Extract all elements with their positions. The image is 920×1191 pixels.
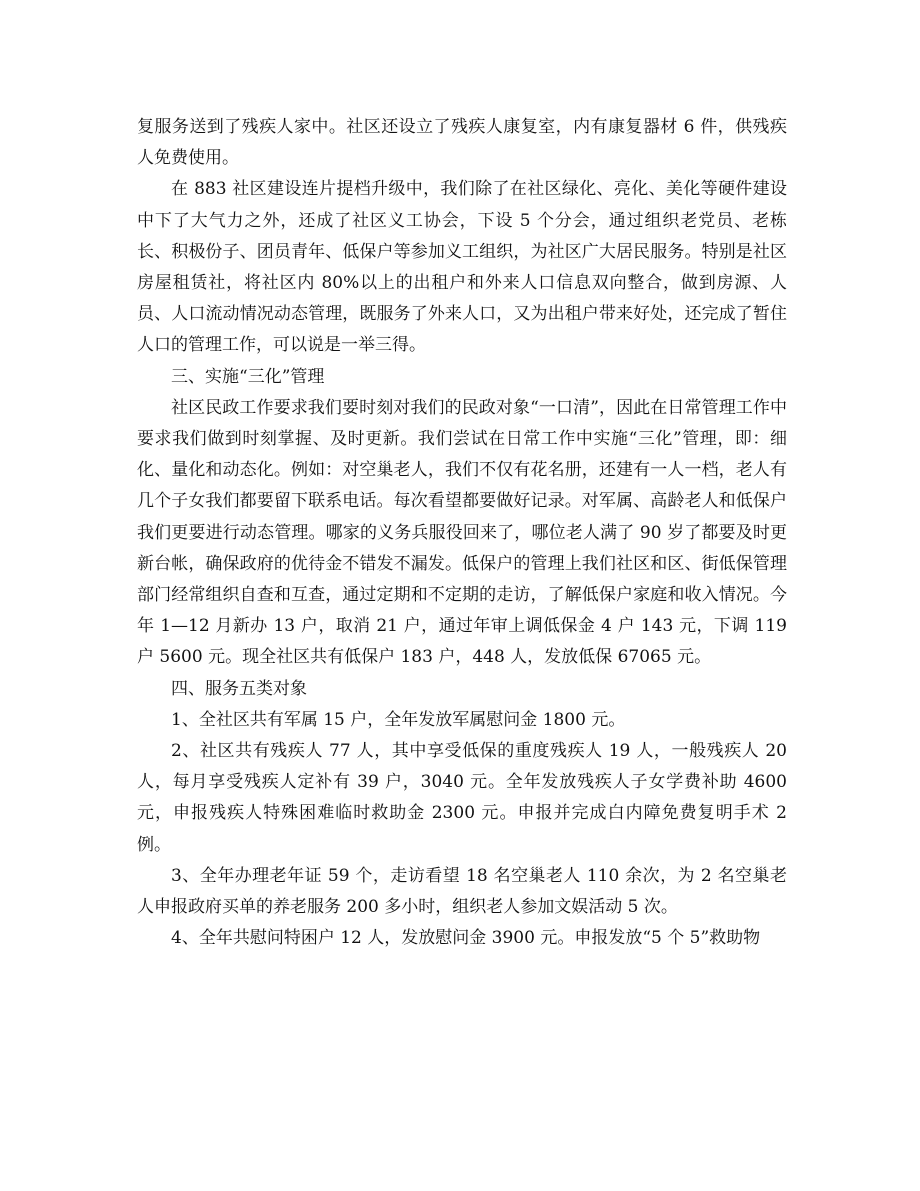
document-body [137, 112, 787, 954]
list-item-elderly: 3、全年办理老年证 59 个，走访看望 18 名空巢老人 110 余次，为 2 名空巢老人申报政府买单的养老服务 200 多小时，组织老人参加文娱活动 5 次。 [137, 865, 787, 918]
list-item-disabled: 2、社区共有残疾人 77 人，其中享受低保的重度残疾人 19 人，一般残疾人 20 人，每月享受残疾人定补有 39 户，3040 元。全年发放残疾人子女学费补助 4600 元，申报残疾人特殊困难临时救助金 2300 元。申报并完成白内障免费复明手术 2 例。 [137, 741, 787, 855]
section-heading-three: 三、实施“三化”管理 [171, 366, 325, 387]
list-item-hardship: 4、全年共慰问特困户 12 人，发放慰问金 3900 元。申报发放“5 个 5”救助物 [171, 928, 761, 949]
list-item-military-families: 1、全社区共有军属 15 户，全年发放军属慰问金 1800 元。 [171, 709, 626, 730]
paragraph-three-management: 社区民政工作要求我们要时刻对我们的民政对象“一口清”，因此在日常管理工作中要求我们做到时刻掌握、及时更新。我们尝试在日常工作中实施“三化”管理，即：细化、量化和动态化。例如：对空巢老人，我们不仅有花名册，还建有一人一档，老人有几个子女我们都要留下联系电话。每次看望都要做好记录。对军属、高龄老人和低保户我们更要进行动态管理。哪家的义务兵服役回来了，哪位老人满了 90 岁了都要及时更新台帐，确保政府的优待金不错发不漏发。低保户的管理上我们社区和区、街低保管理部门经常组织自查和互查，通过定期和不定期的走访，了解低保户家庭和收入情况。今年 1—12 月新办 13 户，取消 21 户，通过年审上调低保金 4 户 143 元，下调 119 户 5600 元。现全社区共有低保户 183 户，448 人，发放低保 67065 元。 [137, 397, 787, 668]
paragraph-community-building: 在 883 社区建设连片提档升级中，我们除了在社区绿化、亮化、美化等硬件建设中下了大气力之外，还成了社区义工协会，下设 5 个分会，通过组织老党员、老栋长、积极份子、团员青年、低保户等参加义工组织，为社区广大居民服务。特别是社区房屋租赁社，将社区内 80%以上的出租户和外来人口信息双向整合，做到房源、人员、人口流动情况动态管理，既服务了外来人口，又为出租户带来好处，还完成了暂住人口的管理工作，可以说是一举三得。 [137, 179, 787, 356]
paragraph-continuation: 复服务送到了残疾人家中。社区还设立了残疾人康复室，内有康复器材 6 件，供残疾人免费使用。 [137, 117, 787, 169]
section-heading-four: 四、服务五类对象 [171, 678, 307, 699]
